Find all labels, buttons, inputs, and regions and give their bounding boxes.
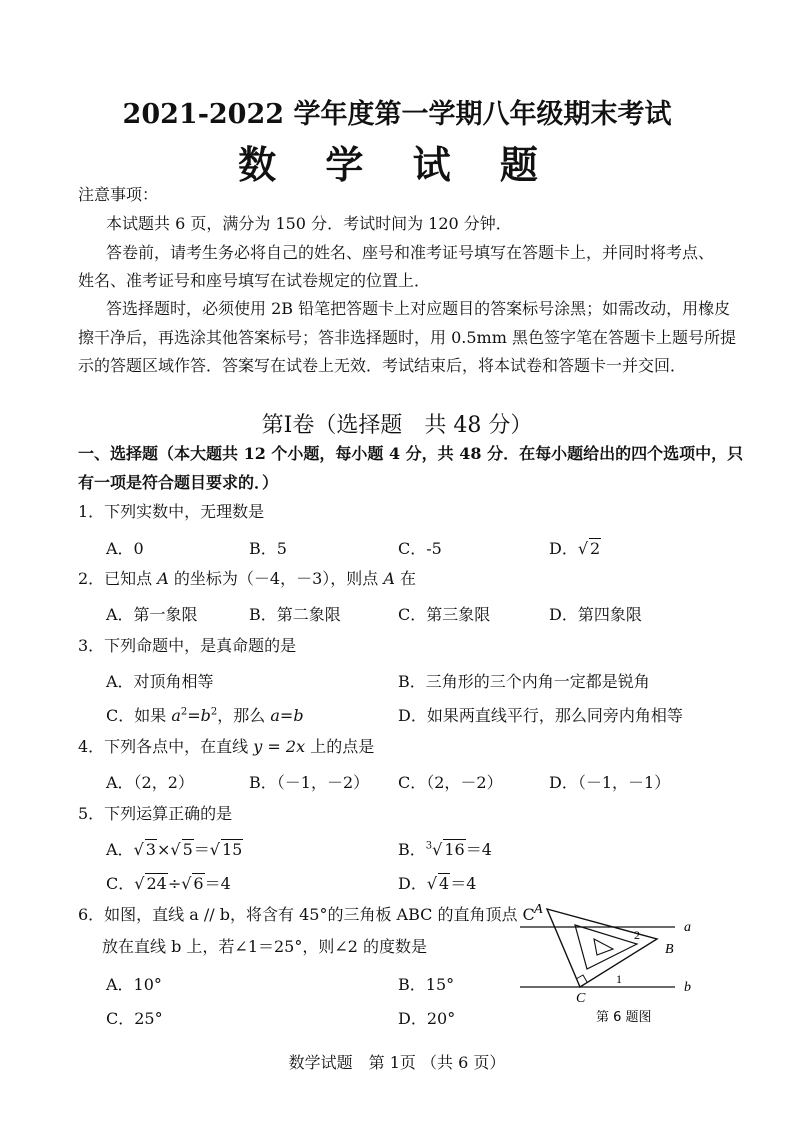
- option-b: B．三角形的三个内角一定都是锐角: [398, 672, 650, 691]
- option-b: B．第二象限: [249, 605, 341, 624]
- option-d: D．第四象限: [549, 605, 642, 624]
- notice-line: 姓名、准考证号和座号填写在试卷规定的位置上．: [78, 271, 431, 290]
- option-a: A．对顶角相等: [106, 672, 214, 691]
- option-b: B．（－1，－2）: [249, 773, 370, 792]
- section-instructions: 一、选择题（本大题共 12 个小题，每小题 4 分，共 48 分．在每小题给出的四个选项中，只: [78, 444, 744, 463]
- option-c: C．25°: [106, 1009, 163, 1028]
- option-a: A．（2，2）: [106, 773, 194, 792]
- option-b: B．15°: [398, 975, 455, 994]
- option-d: D．√ 4＝4: [398, 874, 477, 893]
- option-b: B．5: [249, 539, 287, 558]
- label-b: b: [684, 980, 691, 995]
- notice-line: 本试题共 6 页，满分为 150 分．考试时间为 120 分钟．: [106, 214, 512, 233]
- option-a: A．10°: [106, 975, 162, 994]
- label-A: A: [534, 902, 543, 917]
- question-stem: 3．下列命题中，是真命题的是: [78, 636, 297, 655]
- label-angle-2: 2: [634, 928, 640, 942]
- option-c: C．√ 24÷√ 6＝4: [106, 874, 231, 893]
- triangle-hole: [594, 939, 613, 955]
- page-footer: 数学试题 第 1页 （共 6 页）: [288, 1053, 506, 1072]
- question-stem: 放在直线 b 上，若∠1＝25°，则∠2 的度数是: [102, 937, 428, 956]
- question-stem: 5．下列运算正确的是: [78, 804, 233, 823]
- option-d: D．（－1，－1）: [549, 773, 671, 792]
- exam-title: 2021-2022 学年度第一学期八年级期末考试: [122, 99, 672, 130]
- geometry-figure: [510, 895, 710, 1030]
- question-stem: 1．下列实数中，无理数是: [78, 502, 265, 521]
- question-stem: 4．下列各点中，在直线 y = 2x 上的点是: [78, 737, 375, 756]
- figure-caption: 第 6 题图: [596, 1010, 652, 1025]
- option-b: B．$^3$√ 16＝4: [398, 840, 492, 859]
- option-c: C．（2，－2）: [398, 773, 503, 792]
- label-B: B: [665, 942, 674, 957]
- triangle-abc: [547, 909, 657, 987]
- option-a: A．0: [106, 539, 144, 558]
- notice-heading: 注意事项：: [78, 185, 159, 204]
- option-c: C．-5: [398, 539, 442, 558]
- label-angle-1: 1: [616, 972, 622, 986]
- notice-line: 答卷前，请考生务必将自己的姓名、座号和准考证号填写在答题卡上，并同时将考点、: [106, 243, 715, 262]
- option-d: D．20°: [398, 1009, 456, 1028]
- option-c: C．如果 $a^2=b^2$，那么 a=b: [106, 706, 304, 725]
- section-instructions: 有一项是符合题目要求的．）: [78, 473, 279, 492]
- notice-line: 擦干净后，再选涂其他答案标号；答非选择题时，用 0.5mm 黑色签字笔在答题卡上题号所提: [78, 328, 736, 347]
- option-a: A．√ 3×√ 5＝√ 15: [106, 840, 243, 859]
- option-d: D．√ 2: [549, 539, 601, 558]
- option-d: D．如果两直线平行，那么同旁内角相等: [398, 706, 683, 725]
- label-a: a: [684, 920, 691, 935]
- notice-line: 示的答题区域作答．答案写在试卷上无效．考试结束后，将本试卷和答题卡一并交回．: [78, 356, 687, 375]
- subject-title: 数 学 试 题: [238, 142, 556, 187]
- question-stem: 6．如图，直线 a // b，将含有 45°的三角板 ABC 的直角顶点 C: [78, 905, 535, 924]
- notice-line: 答选择题时，必须使用 2B 铅笔把答题卡上对应题目的答案标号涂黑；如需改动，用橡皮: [106, 299, 731, 318]
- section-title: 第Ⅰ卷（选择题 共 48 分）: [261, 413, 533, 438]
- option-a: A．第一象限: [106, 605, 198, 624]
- question-stem: 2．已知点 A 的坐标为（－4，－3），则点 A 在: [78, 569, 417, 588]
- option-c: C．第三象限: [398, 605, 491, 624]
- label-C: C: [576, 991, 586, 1006]
